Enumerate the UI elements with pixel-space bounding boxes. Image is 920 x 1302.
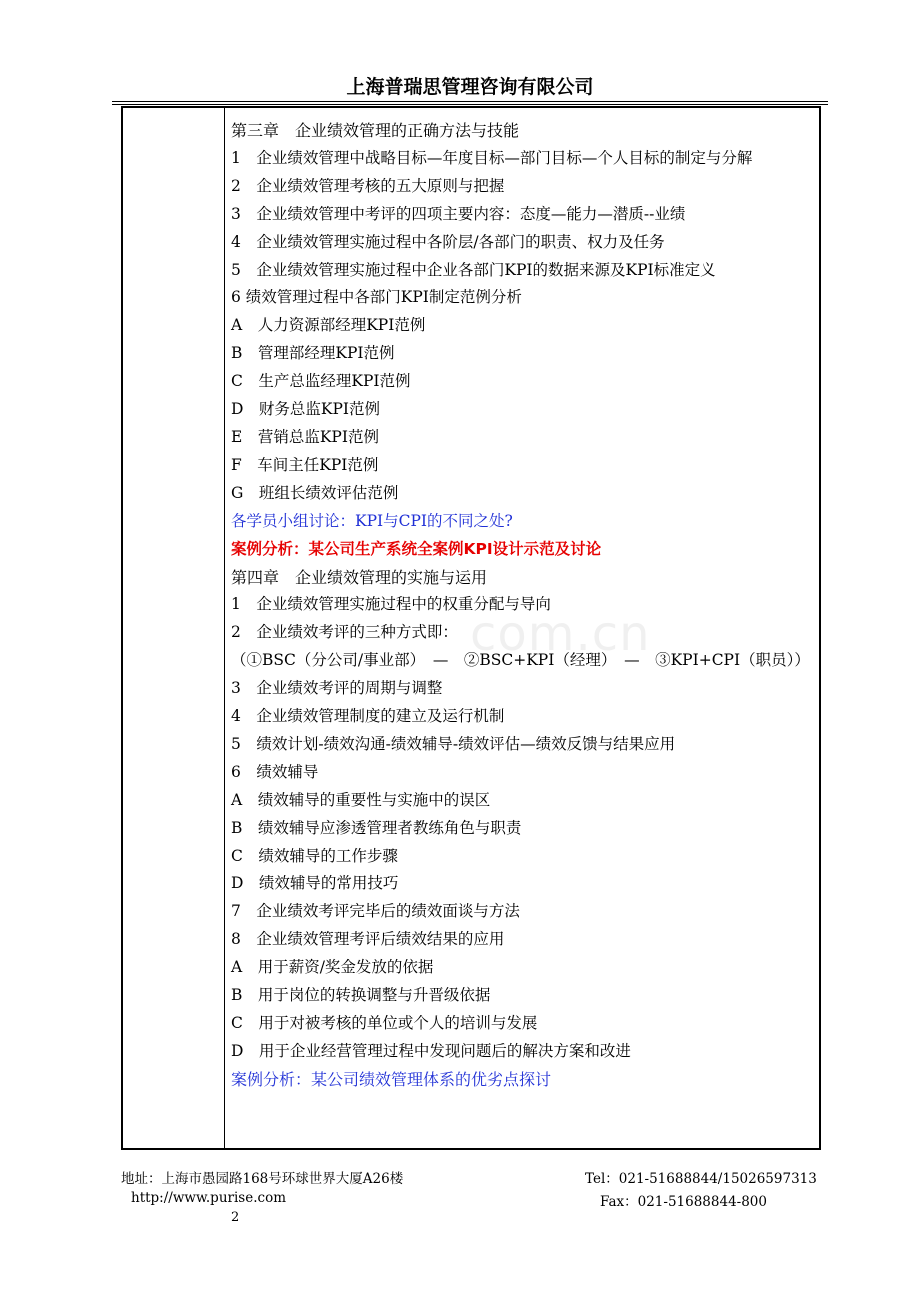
list-item: G 班组长绩效评估范例 <box>231 483 399 502</box>
case-study-2: 案例分析：某公司绩效管理体系的优劣点探讨 <box>231 1069 552 1089</box>
list-item: 5 企业绩效管理实施过程中企业各部门KPI的数据来源及KPI标准定义 <box>231 260 716 279</box>
list-item: 2 企业绩效管理考核的五大原则与把握 <box>231 176 505 195</box>
list-item: D 财务总监KPI范例 <box>231 400 381 419</box>
list-item: B 用于岗位的转换调整与升晋级依据 <box>231 986 491 1005</box>
list-item: 6 绩效辅导 <box>231 762 319 781</box>
list-item: 7 企业绩效考评完毕后的绩效面谈与方法 <box>231 902 520 921</box>
list-item: 2 企业绩效考评的三种方式即： <box>231 623 458 642</box>
footer-tel: Tel：021-51688844/15026597313 <box>585 1171 817 1187</box>
company-name-header: 上海普瑞思管理咨询有限公司 <box>346 76 594 98</box>
list-item: 4 企业绩效管理制度的建立及运行机制 <box>231 707 505 726</box>
list-item: 1 企业绩效管理实施过程中的权重分配与导向 <box>231 595 551 614</box>
header-rule <box>112 101 828 102</box>
list-item: 3 企业绩效考评的周期与调整 <box>231 679 443 698</box>
list-item: 3 企业绩效管理中考评的四项主要内容：态度—能力—潜质--业绩 <box>231 204 686 223</box>
list-item: E 营销总监KPI范例 <box>231 427 379 446</box>
page-number: 2 <box>231 1210 240 1225</box>
header-rule-secondary <box>112 104 828 105</box>
list-item: A 用于薪资/奖金发放的依据 <box>231 958 434 977</box>
list-item: D 用于企业经营管理过程中发现问题后的解决方案和改进 <box>231 1041 631 1060</box>
chapter-3-title: 第三章 企业绩效管理的正确方法与技能 <box>231 121 520 140</box>
watermark: com.cn <box>470 606 651 662</box>
list-item: A 绩效辅导的重要性与实施中的误区 <box>231 790 491 809</box>
group-discussion: 各学员小组讨论：KPI与CPI的不同之处? <box>231 511 513 530</box>
footer-fax: Fax：021-51688844-800 <box>600 1194 767 1210</box>
list-item: 5 绩效计划-绩效沟通-绩效辅导-绩效评估—绩效反馈与结果应用 <box>231 734 676 753</box>
list-item: A 人力资源部经理KPI范例 <box>231 316 426 335</box>
table-column-divider <box>224 108 225 1148</box>
list-item: 1 企业绩效管理中战略目标—年度目标—部门目标—个人目标的制定与分解 <box>231 148 753 167</box>
list-item: C 生产总监经理KPI范例 <box>231 372 411 391</box>
footer-website[interactable]: http://www.purise.com <box>131 1190 286 1206</box>
list-item: F 车间主任KPI范例 <box>231 455 379 474</box>
list-item: D 绩效辅导的常用技巧 <box>231 874 399 893</box>
outline-content <box>231 117 816 1094</box>
list-item: B 管理部经理KPI范例 <box>231 344 395 363</box>
list-item: 8 企业绩效管理考评后绩效结果的应用 <box>231 930 505 949</box>
chapter-4-title: 第四章 企业绩效管理的实施与运用 <box>231 567 488 587</box>
list-item: 6 绩效管理过程中各部门KPI制定范例分析 <box>231 288 522 307</box>
list-item: 4 企业绩效管理实施过程中各阶层/各部门的职责、权力及任务 <box>231 232 665 251</box>
footer-address: 地址：上海市愚园路168号环球世界大厦A26楼 <box>121 1171 404 1187</box>
list-item: C 用于对被考核的单位或个人的培训与发展 <box>231 1014 538 1032</box>
list-item: C 绩效辅导的工作步骤 <box>231 846 398 865</box>
case-study-1: 案例分析：某公司生产系统全案例KPI设计示范及讨论 <box>231 539 602 558</box>
list-item: （①BSC（分公司/事业部） — ②BSC+KPI（经理） — ③KPI+CPI（职员）） <box>231 651 810 670</box>
list-item: B 绩效辅导应渗透管理者教练角色与职责 <box>231 818 522 837</box>
